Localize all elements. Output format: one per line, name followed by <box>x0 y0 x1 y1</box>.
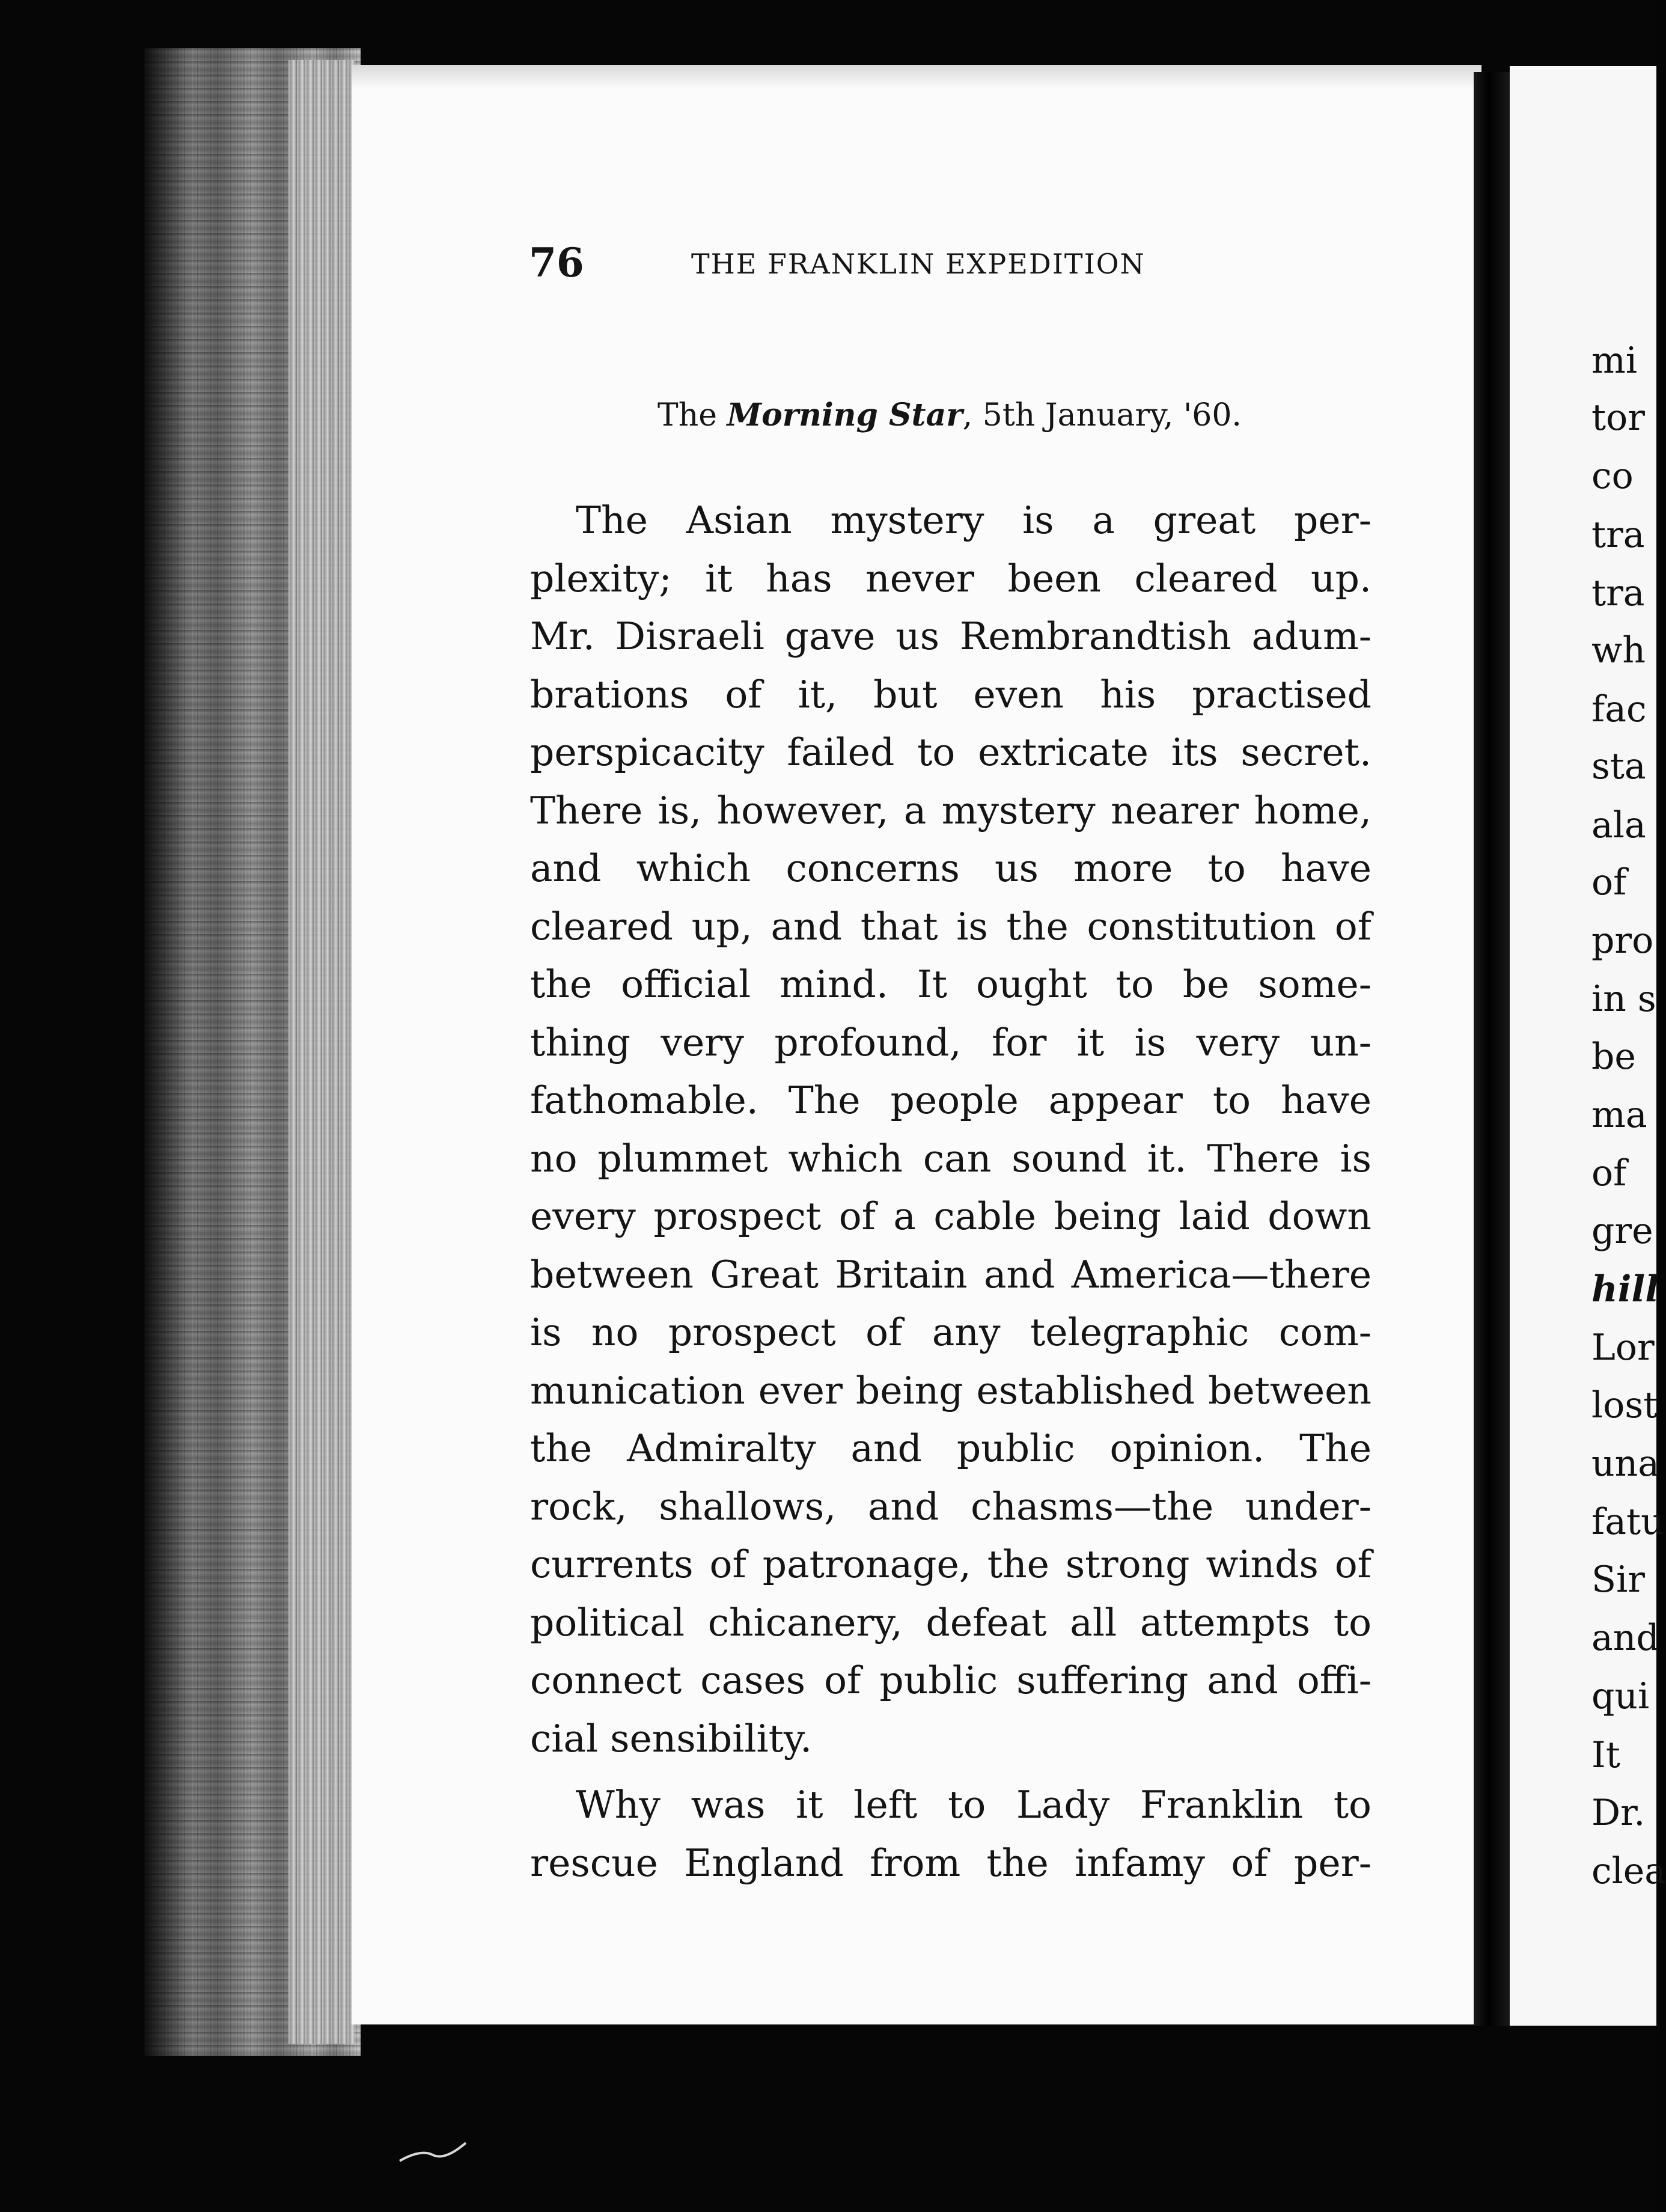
text-line: munication ever being established between <box>530 1368 1372 1413</box>
page-number: 76 <box>529 239 584 286</box>
text-line: rock, shallows, and chasms—the under- <box>530 1484 1372 1529</box>
source-publication: Morning Star <box>727 397 963 433</box>
facing-fragment: qui <box>1591 1675 1650 1717</box>
facing-fragment: hill <box>1591 1268 1659 1310</box>
text-line: is no prospect of any telegraphic com- <box>530 1310 1372 1354</box>
facing-fragment: be <box>1591 1036 1636 1078</box>
text-line: rescue England from the infamy of per- <box>530 1841 1372 1885</box>
source-line <box>529 397 1370 433</box>
text-line: brations of it, but even his practised <box>530 672 1372 716</box>
text-line: political chicanery, defeat all attempts to <box>530 1600 1372 1645</box>
body-text <box>530 492 1372 1892</box>
facing-fragment: mi <box>1591 340 1638 382</box>
text-line: There is, however, a mystery nearer home, <box>530 788 1372 833</box>
text-line: Why was it left to Lady Franklin to <box>576 1783 1372 1827</box>
facing-fragment: co <box>1591 455 1634 497</box>
text-line: no plummet which can sound it. There is <box>530 1136 1372 1181</box>
source-prefix: The <box>658 397 727 433</box>
facing-fragment: ma <box>1591 1094 1647 1136</box>
facing-fragment: of <box>1591 861 1627 903</box>
text-line: the official mind. It ought to be some- <box>530 962 1372 1006</box>
text-line: and which concerns us more to have <box>530 846 1372 890</box>
page-edges <box>288 60 355 2044</box>
facing-fragment: fatu <box>1591 1501 1664 1543</box>
facing-fragment: It <box>1591 1734 1620 1776</box>
text-line: perspicacity failed to extricate its secret. <box>530 730 1372 774</box>
text-line: cial sensibility. <box>530 1716 813 1761</box>
paragraph-1 <box>530 492 1372 1768</box>
facing-fragment: fac <box>1591 688 1647 730</box>
facing-fragment: tor <box>1591 397 1645 439</box>
paragraph-2 <box>530 1776 1372 1892</box>
facing-fragment: tra <box>1591 572 1645 614</box>
facing-fragment: gre <box>1591 1210 1653 1252</box>
facing-fragment: sta <box>1591 745 1646 787</box>
scan-artifact-mark <box>397 2131 469 2167</box>
facing-fragment: pro <box>1591 920 1654 962</box>
page-top-shadow <box>352 65 1481 89</box>
text-line: plexity; it has never been cleared up. <box>530 556 1372 600</box>
text-line: between Great Britain and America—there <box>530 1252 1372 1297</box>
facing-fragment: Sir <box>1591 1559 1645 1601</box>
facing-fragment: tra <box>1591 514 1645 556</box>
facing-fragment: lost <box>1591 1384 1658 1426</box>
facing-fragment: ala <box>1591 804 1646 846</box>
paragraph-gap <box>530 1768 1372 1776</box>
book-gutter <box>1474 72 1511 2026</box>
facing-fragment: Lor <box>1591 1327 1655 1369</box>
facing-fragment: una <box>1591 1443 1660 1485</box>
text-line: connect cases of public suffering and offi- <box>530 1658 1372 1702</box>
text-line: Mr. Disraeli gave us Rembrandtish adum- <box>530 614 1372 658</box>
text-line: currents of patronage, the strong winds of <box>530 1542 1372 1586</box>
facing-fragment: and <box>1591 1617 1659 1659</box>
text-line: every prospect of a cable being laid down <box>530 1194 1372 1238</box>
facing-fragment: clea <box>1591 1850 1666 1892</box>
facing-fragment: in s <box>1591 978 1656 1020</box>
running-head: THE FRANKLIN EXPEDITION <box>691 248 1146 280</box>
facing-fragment: Dr. <box>1591 1792 1646 1834</box>
text-line: cleared up, and that is the constitution of <box>530 904 1372 949</box>
text-line: The Asian mystery is a great per- <box>576 498 1372 542</box>
text-line: thing very profound, for it is very un- <box>530 1020 1372 1065</box>
text-line: the Admiralty and public opinion. The <box>530 1426 1372 1470</box>
page-header <box>529 239 1190 287</box>
text-line: fathomable. The people appear to have <box>530 1078 1372 1122</box>
facing-fragment: of <box>1591 1152 1627 1194</box>
source-suffix: , 5th January, '60. <box>962 397 1242 433</box>
facing-fragment: wh <box>1591 629 1646 671</box>
